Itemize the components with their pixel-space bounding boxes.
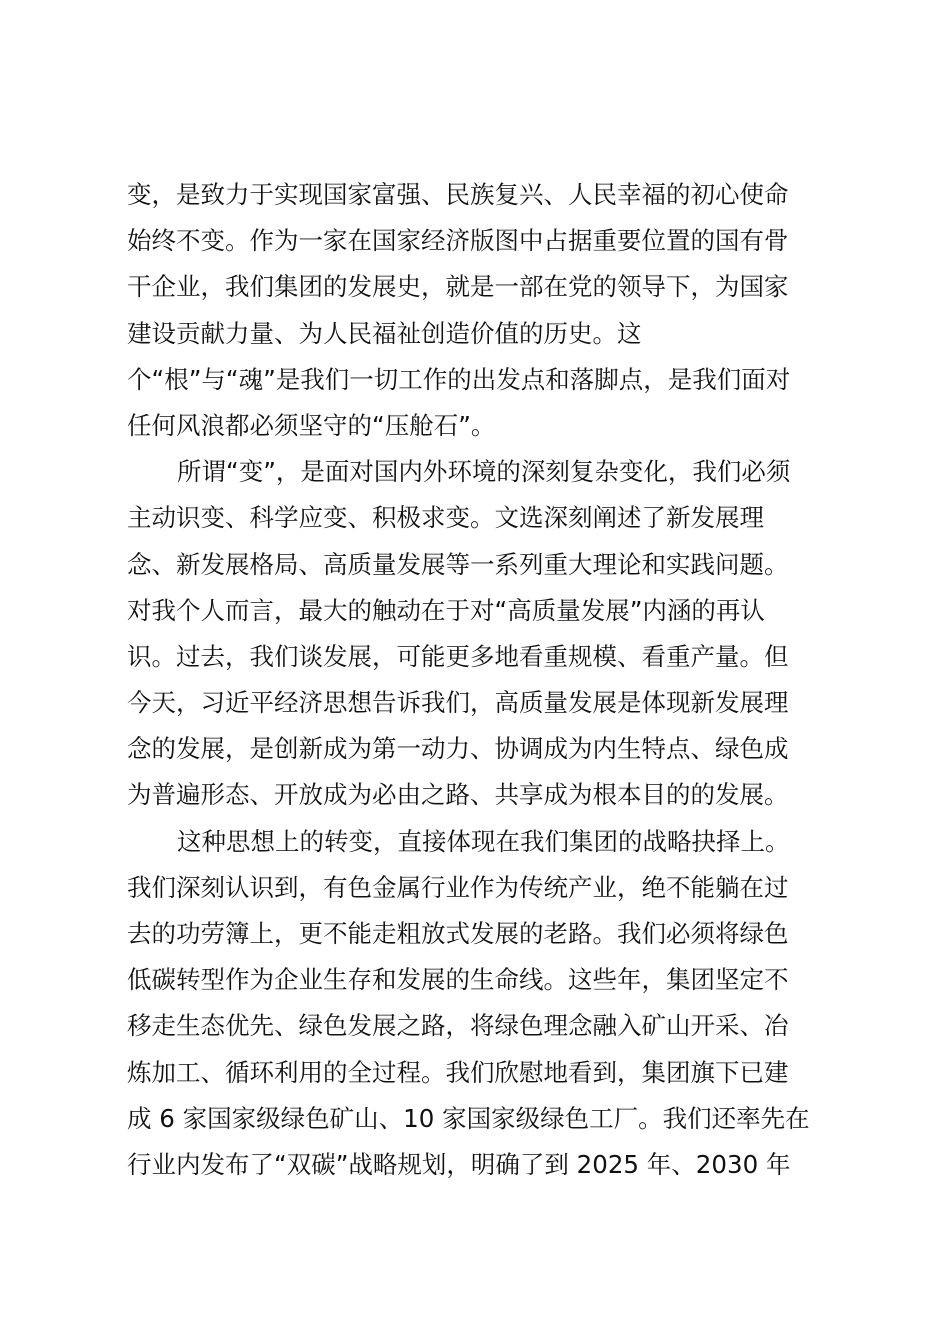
text-line: 低碳转型作为企业生存和发展的生命线。这些年，集团坚定不 bbox=[127, 965, 789, 995]
text-line: 去的功劳簿上，更不能走粗放式发展的老路。我们必须将绿色 bbox=[127, 919, 789, 948]
text-line: 个“根”与“魂”是我们一切工作的出发点和落脚点，是我们面对 bbox=[127, 364, 791, 394]
text-line: 对我个人而言，最大的触动在于对“高质量发展”内涵的再认 bbox=[127, 595, 765, 625]
text-line: 行业内发布了“双碳”战略规划，明确了到 2025 年、2030 年 bbox=[127, 1149, 791, 1179]
text-line: 移走生态优先、绿色发展之路，将绿色理念融入矿山开采、冶 bbox=[127, 1011, 789, 1041]
paragraph-start-line: 这种思想上的转变，直接体现在我们集团的战略抉择上。 bbox=[177, 826, 790, 856]
text-line: 念的发展，是创新成为第一动力、协调成为内生特点、绿色成 bbox=[127, 734, 789, 764]
text-line: 为普遍形态、开放成为必由之路、共享成为根本目的的发展。 bbox=[127, 780, 789, 810]
text-line: 今天，习近平经济思想告诉我们，高质量发展是体现新发展理 bbox=[127, 688, 789, 718]
text-line: 任何风浪都必须坚守的“压舱石”。 bbox=[127, 410, 496, 440]
text-line: 成 6 家国家级绿色矿山、10 家国家级绿色工厂。我们还率先在 bbox=[127, 1103, 810, 1133]
paragraph-start-line: 所谓“变”，是面对国内外环境的深刻复杂变化，我们必须 bbox=[177, 457, 791, 487]
text-line: 干企业，我们集团的发展史，就是一部在党的领导下，为国家 bbox=[127, 272, 789, 302]
text-line: 主动识变、科学应变、积极求变。文选深刻阐述了新发展理 bbox=[127, 503, 764, 533]
text-line: 念、新发展格局、高质量发展等一系列重大理论和实践问题。 bbox=[127, 549, 789, 579]
text-line: 识。过去，我们谈发展，可能更多地看重规模、看重产量。但 bbox=[127, 641, 789, 671]
text-line: 始终不变。作为一家在国家经济版图中占据重要位置的国有骨 bbox=[127, 226, 789, 256]
body-text bbox=[127, 172, 837, 1188]
text-line: 我们深刻认识到，有色金属行业作为传统产业，绝不能躺在过 bbox=[127, 872, 789, 902]
text-line: 炼加工、循环利用的全过程。我们欣慰地看到，集团旗下已建 bbox=[127, 1057, 789, 1087]
text-line: 变，是致力于实现国家富强、民族复兴、人民幸福的初心使命 bbox=[127, 180, 789, 209]
text-line: 建设贡献力量、为人民福祉创造价值的历史。这 bbox=[127, 318, 642, 348]
